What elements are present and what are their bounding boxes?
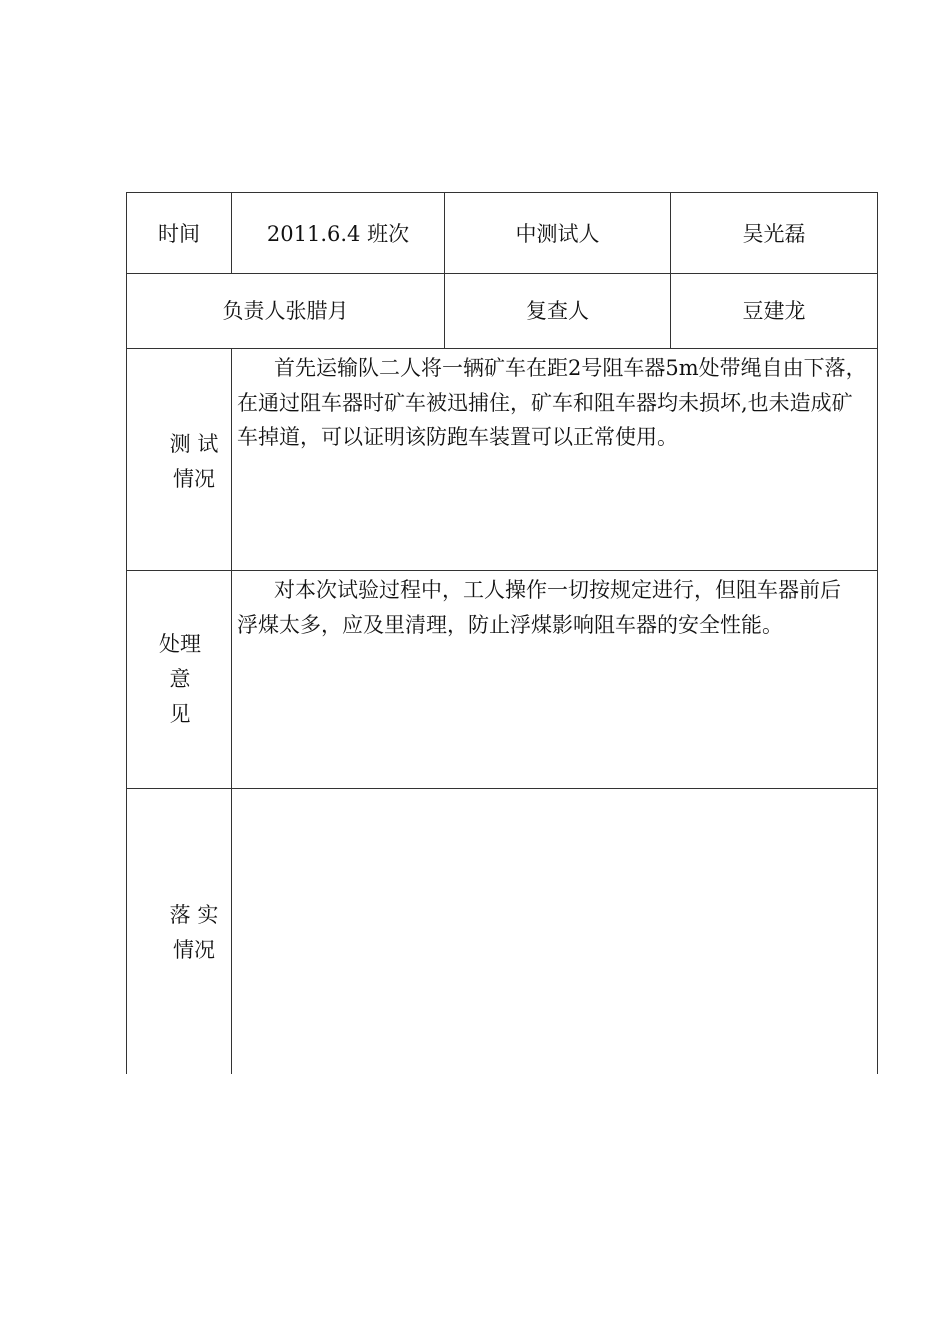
implementation-content: [237, 792, 867, 992]
opinion-label: 处理 意 见: [159, 632, 201, 726]
time-label: 时间: [158, 222, 200, 246]
leader-cell: 负责人张腊月: [222, 299, 349, 323]
table-right-border: [877, 192, 878, 1074]
shift-tester-label: 中测试人: [515, 222, 600, 246]
right-column-divider: [670, 192, 671, 348]
table-top-border: [126, 192, 878, 193]
row-divider-2: [126, 348, 878, 349]
tester-name: 吴光磊: [742, 222, 806, 246]
opinion-content: 对本次试验过程中，工人操作一切按规定进行，但阻车器前后浮煤太多，应及里清理，防止浮煤影响阻车器的安全性能。: [237, 578, 841, 637]
row-divider-4: [126, 788, 878, 789]
label-column-divider-bottom: [231, 348, 232, 1074]
row-divider-3: [126, 570, 878, 571]
middle-column-divider: [444, 192, 445, 348]
test-label: 测 试 情况: [169, 432, 219, 491]
row-divider-1: [126, 273, 878, 274]
implementation-label: 落 实 情况: [169, 903, 219, 962]
time-value: 2011.6.4 班次: [266, 222, 410, 246]
table-left-border: [126, 192, 127, 1074]
reviewer-name: 豆建龙: [742, 299, 806, 323]
test-content: 首先运输队二人将一辆矿车在距2号阻车器5m处带绳自由下落，在通过阻车器时矿车被迅捕住，矿车和阻车器均未损坏,也未造成矿车掉道，可以证明该防跑车装置可以正常使用。: [237, 356, 867, 449]
reviewer-label: 复查人: [526, 299, 589, 323]
